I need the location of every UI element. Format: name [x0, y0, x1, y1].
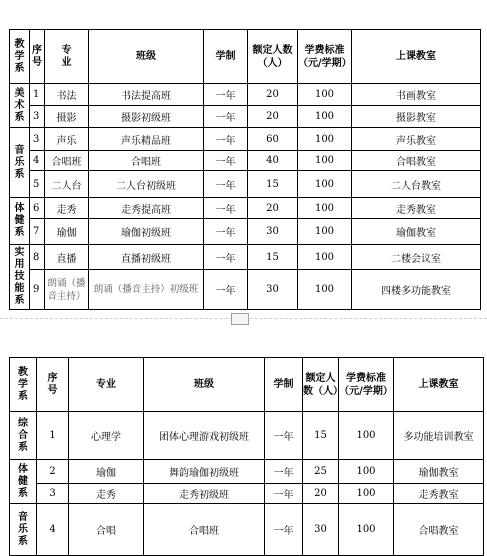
- row-class: 合唱班: [89, 151, 204, 171]
- row-fee: 100: [298, 171, 352, 198]
- row-room: 走秀教室: [394, 484, 484, 504]
- dept-cell-char: 合: [18, 429, 28, 441]
- row-duration: 一年: [204, 171, 248, 198]
- row-no: 9: [30, 270, 45, 310]
- row-room: 走秀教室: [352, 198, 481, 219]
- header-dept-char: 学: [18, 378, 28, 390]
- row-fee: 100: [298, 198, 352, 219]
- row-quota: 15: [248, 171, 298, 198]
- row-quota: 15: [303, 412, 339, 460]
- table-row: [10, 245, 481, 270]
- row-no: 1: [37, 412, 69, 460]
- row-class: 走秀初级班: [144, 484, 265, 504]
- dept-cell-char: 系: [14, 227, 25, 238]
- row-no: 3: [30, 106, 45, 128]
- header-dept: [10, 30, 30, 84]
- row-class: 舞韵瑜伽初级班: [144, 460, 265, 484]
- row-class: 二人台初级班: [89, 171, 204, 198]
- row-class: 朗诵（播音主持）初级班: [89, 270, 204, 310]
- header-no-char: 号: [47, 384, 58, 396]
- row-quota: 30: [248, 270, 298, 310]
- dept-cell: [10, 198, 30, 245]
- row-major: 走秀: [69, 484, 144, 504]
- dept-cell: [10, 504, 37, 556]
- header-dept-char: 教: [18, 366, 28, 378]
- row-room: 二楼会议室: [352, 245, 481, 270]
- dept-cell-char: 能: [14, 283, 25, 294]
- header-quota: 额定人数（人）: [248, 30, 298, 84]
- row-no: 3: [37, 484, 69, 504]
- header-no: [30, 30, 45, 84]
- table-row: [10, 504, 484, 556]
- row-room: 声乐教室: [352, 128, 481, 151]
- row-duration: 一年: [265, 504, 303, 556]
- dept-cell-char: 乐: [18, 523, 28, 535]
- table-row: [10, 128, 481, 151]
- header-duration: 学制: [204, 30, 248, 84]
- row-major: 瑜伽: [69, 460, 144, 484]
- table-row: [10, 412, 484, 460]
- row-duration: 一年: [265, 460, 303, 484]
- row-duration: 一年: [204, 128, 248, 151]
- header-dept-char: 系: [14, 62, 25, 74]
- dept-cell-char: 健: [14, 215, 25, 226]
- dept-cell: [10, 460, 37, 504]
- row-major: 朗诵（播音主持）: [45, 270, 89, 310]
- header-major-char: 业: [61, 56, 72, 68]
- row-no: 3: [30, 128, 45, 151]
- dept-cell: [10, 245, 30, 310]
- dept-cell-char: 系: [14, 295, 25, 306]
- dept-cell-char: 体: [14, 203, 25, 214]
- header-major: [45, 30, 89, 84]
- row-class: 书法提高班: [89, 84, 204, 106]
- row-major: 声乐: [45, 128, 89, 151]
- header-no-char: 号: [32, 56, 42, 68]
- dept-cell: [10, 84, 30, 128]
- row-major: 书法: [45, 84, 89, 106]
- row-fee: 100: [339, 460, 394, 484]
- header-no-char: 序: [47, 372, 58, 384]
- row-major: 二人台: [45, 171, 89, 198]
- row-class: 直播初级班: [89, 245, 204, 270]
- row-duration: 一年: [204, 245, 248, 270]
- add-row-button[interactable]: [231, 313, 249, 325]
- row-class: 团体心理游戏初级班: [144, 412, 265, 460]
- row-no: 2: [37, 460, 69, 484]
- header-class: 班级: [89, 30, 204, 84]
- row-room: 瑜伽教室: [394, 460, 484, 484]
- table-row: [10, 198, 481, 219]
- table-row: [10, 484, 484, 504]
- row-major: 摄影: [45, 106, 89, 128]
- plan2-table: [9, 357, 484, 556]
- dept-cell-char: 术: [14, 99, 25, 111]
- row-duration: 一年: [265, 412, 303, 460]
- table-row: [10, 171, 481, 198]
- row-duration: 一年: [204, 151, 248, 171]
- header-no: [37, 358, 69, 412]
- dept-cell-char: 音: [14, 144, 25, 156]
- row-fee: 100: [298, 245, 352, 270]
- header-dept: [10, 358, 37, 412]
- table-row: [10, 84, 481, 106]
- dept-cell-char: 系: [18, 487, 28, 499]
- dept-cell: [10, 412, 37, 460]
- header-duration: 学制: [265, 358, 303, 412]
- row-room: 摄影教室: [352, 106, 481, 128]
- header-row: [10, 358, 484, 412]
- row-major: 合唱班: [45, 151, 89, 171]
- header-major: 专业: [69, 358, 144, 412]
- header-room: 上课教室: [394, 358, 484, 412]
- row-room: 多功能培训教室: [394, 412, 484, 460]
- row-quota: 20: [248, 198, 298, 219]
- row-fee: 100: [339, 484, 394, 504]
- row-room: 合唱教室: [352, 151, 481, 171]
- dept-cell-char: 音: [18, 511, 28, 523]
- dept-cell-char: 系: [14, 111, 25, 123]
- row-class: 走秀提高班: [89, 198, 204, 219]
- table-row: [10, 151, 481, 171]
- row-duration: 一年: [204, 84, 248, 106]
- plan1-table: [9, 29, 481, 310]
- row-fee: 100: [298, 128, 352, 151]
- table-row: [10, 219, 481, 245]
- dept-cell-char: 系: [18, 441, 28, 453]
- dept-cell-char: 技: [14, 271, 25, 282]
- row-no: 7: [30, 219, 45, 245]
- row-quota: 60: [248, 128, 298, 151]
- row-fee: 100: [298, 106, 352, 128]
- dept-cell-char: 乐: [14, 156, 25, 168]
- dept-cell: [10, 128, 30, 198]
- row-room: 二人台教室: [352, 171, 481, 198]
- row-class: 摄影初级班: [89, 106, 204, 128]
- row-class: 瑜伽初级班: [89, 219, 204, 245]
- table-row: [10, 106, 481, 128]
- header-dept-char: 教: [14, 38, 25, 50]
- row-quota: 25: [303, 460, 339, 484]
- dept-cell-char: 体: [18, 463, 28, 475]
- row-room: 瑜伽教室: [352, 219, 481, 245]
- row-major: 瑜伽: [45, 219, 89, 245]
- row-quota: 20: [248, 84, 298, 106]
- dept-cell-char: 综: [18, 417, 28, 429]
- dept-cell-char: 系: [18, 535, 28, 547]
- row-room: 合唱教室: [394, 504, 484, 556]
- row-duration: 一年: [204, 270, 248, 310]
- table-row: [10, 270, 481, 310]
- row-quota: 20: [303, 484, 339, 504]
- row-duration: 一年: [204, 198, 248, 219]
- row-fee: 100: [339, 412, 394, 460]
- row-duration: 一年: [265, 484, 303, 504]
- row-quota: 15: [248, 245, 298, 270]
- row-fee: 100: [298, 84, 352, 106]
- row-room: 四楼多功能教室: [352, 270, 481, 310]
- header-fee: 学费标准（元/学期）: [339, 358, 394, 412]
- row-no: 4: [37, 504, 69, 556]
- header-row: [10, 30, 481, 84]
- table-row: [10, 460, 484, 484]
- row-fee: 100: [298, 270, 352, 310]
- header-dept-char: 系: [18, 390, 28, 402]
- row-no: 4: [30, 151, 45, 171]
- row-class: 合唱班: [144, 504, 265, 556]
- header-no-char: 序: [32, 44, 42, 56]
- row-no: 6: [30, 198, 45, 219]
- dept-cell-char: 用: [14, 259, 25, 270]
- row-quota: 20: [248, 106, 298, 128]
- row-major: 直播: [45, 245, 89, 270]
- row-no: 5: [30, 171, 45, 198]
- dept-cell-char: 系: [14, 168, 25, 180]
- row-class: 声乐精品班: [89, 128, 204, 151]
- row-no: 1: [30, 84, 45, 106]
- row-quota: 30: [248, 219, 298, 245]
- row-fee: 100: [298, 151, 352, 171]
- row-fee: 100: [339, 504, 394, 556]
- dept-cell-char: 实: [14, 247, 25, 258]
- row-fee: 100: [298, 219, 352, 245]
- dept-cell-char: 美: [14, 87, 25, 99]
- row-duration: 一年: [204, 106, 248, 128]
- dept-cell-char: 健: [18, 475, 28, 487]
- row-quota: 30: [303, 504, 339, 556]
- row-room: 书画教室: [352, 84, 481, 106]
- row-quota: 40: [248, 151, 298, 171]
- header-room: 上课教室: [352, 30, 481, 84]
- row-no: 8: [30, 245, 45, 270]
- header-fee: 学费标准（元/学期）: [298, 30, 352, 84]
- header-class: 班级: [144, 358, 265, 412]
- header-dept-char: 学: [14, 50, 25, 62]
- row-duration: 一年: [204, 219, 248, 245]
- header-major-char: 专: [61, 44, 72, 56]
- row-major: 心理学: [69, 412, 144, 460]
- header-quota: 额定人数（人）: [303, 358, 339, 412]
- row-major: 走秀: [45, 198, 89, 219]
- row-major: 合唱: [69, 504, 144, 556]
